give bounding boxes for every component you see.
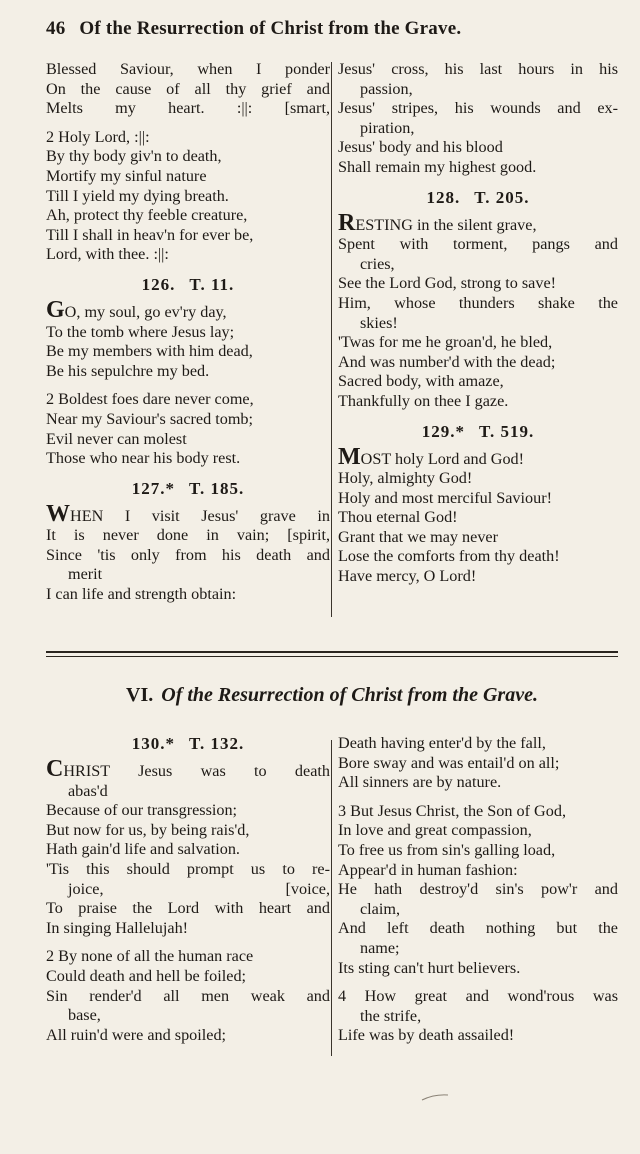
drop-cap: W [46, 500, 70, 527]
hymn-heading [46, 275, 330, 295]
verse-line: Shall remain my highest good. [338, 157, 537, 176]
verse-line: Could death and hell be foiled; [46, 966, 247, 985]
verse-line: base, [68, 1006, 101, 1025]
verse-line: All sinners are by nature. [338, 773, 502, 792]
section-number: VI. [126, 684, 154, 706]
upper-right-column [338, 60, 618, 587]
verse-line: cries, [360, 254, 395, 273]
verse-line: Blessed Saviour, when I ponder [46, 60, 330, 78]
hymn-number: 128. [426, 187, 461, 207]
verse-line: Jesus' cross, his last hours in his [338, 60, 618, 78]
verse-line: Grant that we may never [338, 527, 499, 546]
verse-line: 3 But Jesus Christ, the Son of God, [338, 801, 566, 820]
lower-left-column [46, 734, 330, 1045]
hymn-heading [338, 188, 618, 208]
verse-line: the strife, [360, 1006, 422, 1025]
hymn-heading [46, 479, 330, 499]
tune-number: T. 185. [188, 478, 245, 498]
verse-line: Sin render'd all men weak and [46, 986, 330, 1005]
verse-line: Bore sway and was entail'd on all; [338, 753, 560, 772]
verse-line: Holy, almighty God! [338, 469, 473, 488]
verse-line: piration, [360, 118, 415, 137]
section-title [46, 684, 618, 707]
verse-line: He hath destroy'd sin's pow'r and [338, 880, 618, 899]
verse-line: Till I shall in heav'n for ever be, [46, 225, 254, 244]
verse-line: claim, [360, 899, 401, 918]
verse-line: Spent with torment, pangs and [338, 235, 618, 254]
verse-line: Have mercy, O Lord! [338, 567, 477, 586]
hymn-heading [338, 422, 618, 442]
tune-number: T. 519. [478, 421, 535, 441]
verse-line: And left death nothing but the [338, 919, 618, 938]
verse-line: Thankfully on thee I gaze. [338, 391, 509, 410]
verse-line: Be his sepulchre my bed. [46, 361, 210, 380]
verse-line: HRIST Jesus was to death [63, 762, 330, 780]
section-heading: Of the Resurrection of Christ from the Grave. [161, 684, 538, 706]
verse-line: Evil never can molest [46, 429, 187, 448]
page-number: 46 [46, 18, 66, 39]
verse-line: joice, [voice, [68, 879, 330, 898]
verse-line: To free us from sin's galling load, [338, 840, 556, 859]
hymn-number: 129.* [421, 421, 465, 441]
verse-line: O, my soul, go ev'ry day, [64, 302, 227, 321]
pen-flourish-mark [420, 1092, 450, 1102]
verse-line: Be my members with him dead, [46, 342, 253, 361]
hymn-number: 130.* [131, 734, 175, 753]
verse-line: Till I yield my dying breath. [46, 186, 229, 205]
hymn-number: 126. [141, 274, 176, 294]
verse-line: On the cause of all thy grief and [46, 79, 330, 98]
verse-line: Sacred body, with amaze, [338, 372, 504, 391]
verse-line: In love and great compassion, [338, 821, 532, 840]
tune-number: T. 205. [474, 187, 530, 207]
verse-line: And was number'd with the dead; [338, 352, 556, 371]
verse-line: HEN I visit Jesus' grave in [70, 506, 330, 525]
running-header [46, 18, 606, 40]
verse-line: Ah, protect thy feeble creature, [46, 206, 248, 225]
verse-line: By thy body giv'n to death, [46, 147, 222, 166]
verse-line: It is never done in vain; [spirit, [46, 526, 330, 545]
drop-cap: C [46, 756, 64, 782]
verse-line: Since 'tis only from his death and [46, 545, 330, 564]
section-rule-thin [46, 656, 618, 657]
hymn-number: 127.* [131, 478, 175, 498]
verse-line: See the Lord God, strong to save! [338, 274, 557, 293]
verse-line: 2 Boldest foes dare never come, [46, 390, 254, 409]
lower-right-column [338, 734, 618, 1046]
verse-line: All ruin'd were and spoiled; [46, 1025, 227, 1044]
section-rule [46, 651, 618, 653]
verse-line: abas'd [68, 781, 108, 800]
verse-line: 4 How great and wond'rous was [338, 987, 618, 1006]
verse-line: merit [68, 565, 103, 584]
tune-number: T. 11. [189, 274, 235, 294]
verse-line: Because of our transgression; [46, 801, 238, 820]
verse-line: Near my Saviour's sacred tomb; [46, 409, 254, 428]
verse-line: 'Twas for me he groan'd, he bled, [338, 333, 553, 352]
verse-line: Lord, with thee. :||: [46, 245, 169, 264]
verse-line: Holy and most merciful Saviour! [338, 488, 552, 507]
verse-line: Hath gain'd life and salvation. [46, 840, 240, 859]
verse-line: I can life and strength obtain: [46, 585, 237, 604]
verse-line: Those who near his body rest. [46, 449, 241, 468]
verse-line: 'Tis this should prompt us to re- [46, 859, 330, 878]
hymn-heading [46, 734, 330, 754]
column-divider [331, 740, 332, 1056]
upper-left-column [46, 60, 330, 605]
verse-line: Lose the comforts from thy death! [338, 547, 560, 566]
verse-line: 2 By none of all the human race [46, 947, 254, 966]
verse-line: skies! [360, 313, 398, 332]
verse-line: Mortify my sinful nature [46, 166, 207, 185]
verse-line: passion, [360, 79, 413, 98]
verse-line: Life was by death assailed! [338, 1026, 515, 1045]
verse-line: To praise the Lord with heart and [46, 899, 330, 918]
drop-cap: M [338, 443, 361, 470]
drop-cap: R [338, 209, 356, 236]
verse-line: Its sting can't hurt believers. [338, 958, 521, 977]
verse-line: 2 Holy Lord, :||: [46, 127, 150, 146]
verse-line: In singing Hallelujah! [46, 918, 189, 937]
verse-line: To the tomb where Jesus lay; [46, 322, 235, 341]
verse-line: Him, whose thunders shake the [338, 293, 618, 312]
verse-line: OST holy Lord and God! [360, 449, 525, 468]
column-divider [331, 62, 332, 617]
running-title: Of the Resurrection of Christ from the Grave. [79, 18, 462, 39]
tune-number: T. 132. [188, 734, 245, 753]
verse-line: Appear'd in human fashion: [338, 860, 518, 879]
verse-line: Jesus' body and his blood [338, 138, 503, 157]
verse-line: Jesus' stripes, his wounds and ex- [338, 99, 618, 118]
drop-cap: G [46, 296, 65, 323]
verse-line: ESTING in the silent grave, [355, 215, 537, 234]
verse-line: Melts my heart. :||: [smart, [46, 99, 330, 118]
verse-line: But now for us, by being rais'd, [46, 820, 250, 839]
verse-line: Death having enter'd by the fall, [338, 734, 546, 752]
verse-line: name; [360, 938, 400, 957]
verse-line: Thou eternal God! [338, 508, 458, 527]
